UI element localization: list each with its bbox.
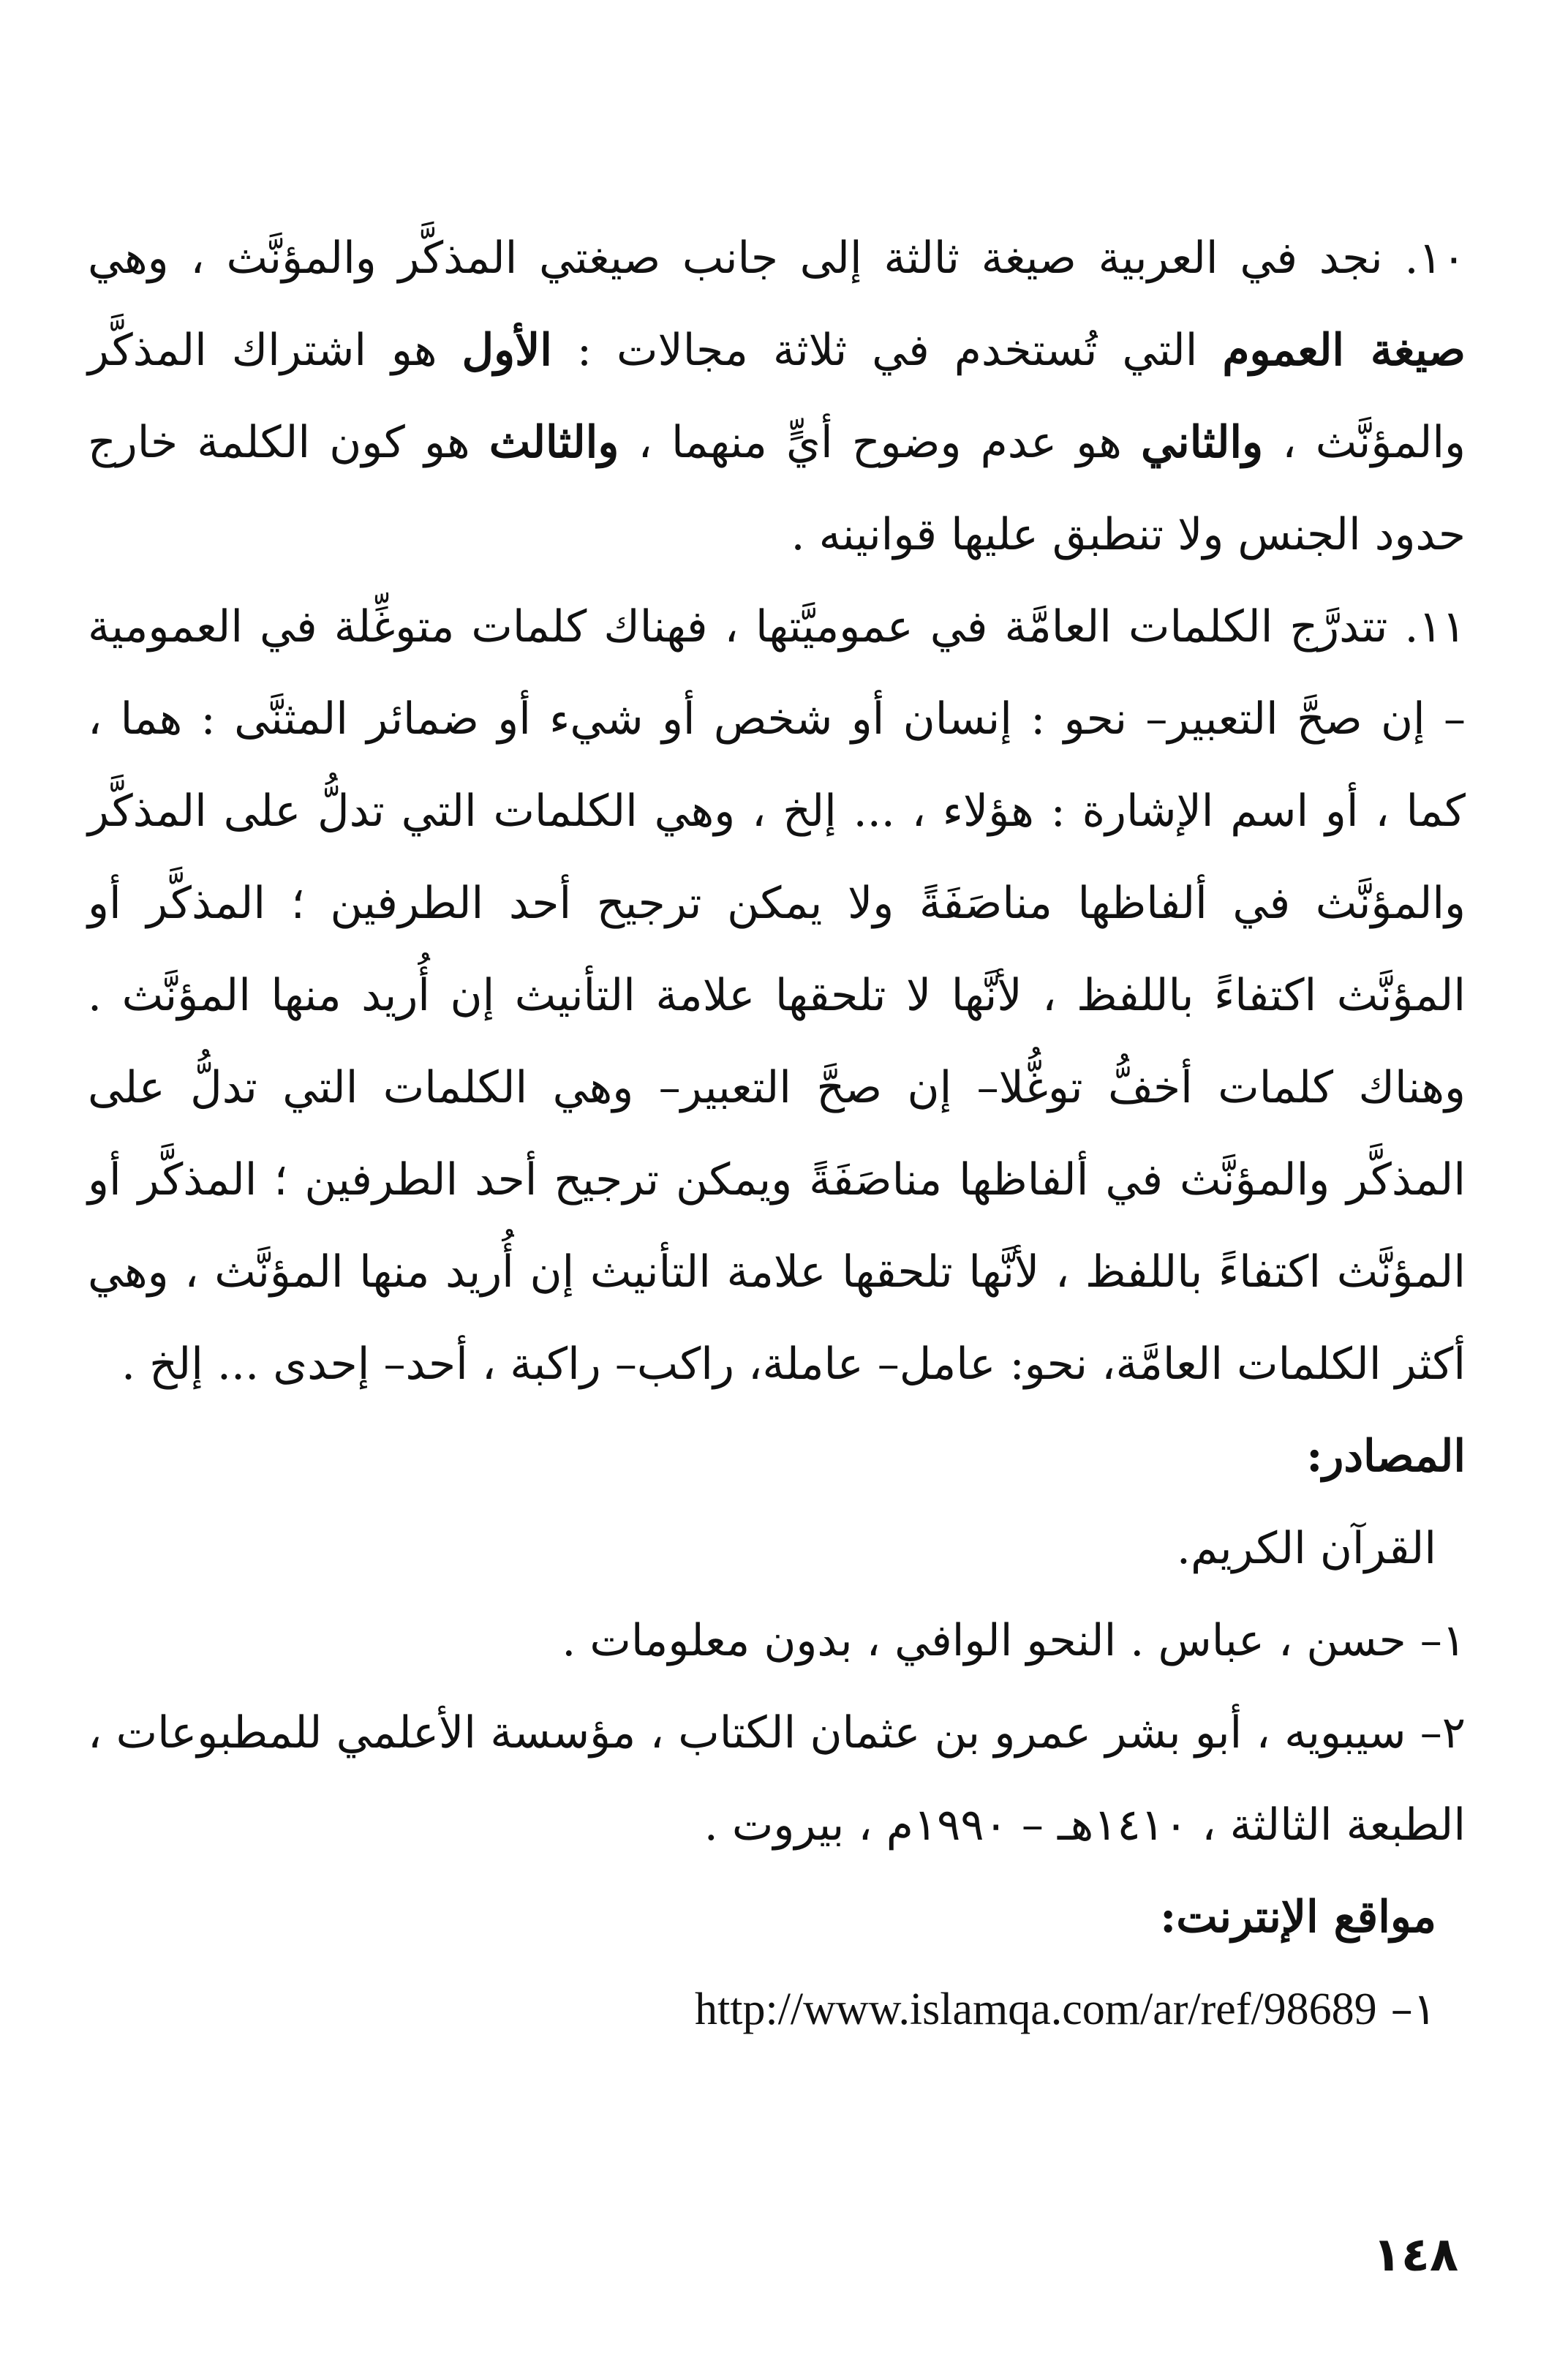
web-sources-heading: مواقع الإنترنت:	[1160, 1892, 1436, 1943]
item-text: هو اشتراك المذكَّر والمؤنَّث ،	[88, 325, 1466, 468]
ref-number: ١–	[1390, 1984, 1436, 2035]
item-text: تتدرَّج الكلمات العامَّة في عموميَّتها ، فهناك كلمات متوغِّلة في العمومية – إن صحَّ التعبير– نحو : إنسان أو شخص أو شيء أو ضمائر المثنَّى : هما ، كما ، أو اسم الإشارة : هؤلاء ، ... إلخ ، وهي الكلمات التي تدلُّ على المذكَّر والمؤنَّث في ألفاظها مناصَفَةً ولا يمكن ترجيح أحد الطرفين ؛ المذكَّر أو المؤنَّث اكتفاءً باللفظ ، لأنَّها لا تلحقها علامة التأنيث إن أُريد منها المؤنَّث . وهناك كلمات أخفُّ توغُّلا– إن صحَّ التعبير– وهي الكلمات التي تدلُّ على المذكَّر والمؤنَّث في ألفاظها مناصَفَةً ويمكن ترجيح أحد الطرفين ؛ المذكَّر أو المؤنَّث اكتفاءً باللفظ ، لأنَّها تلحقها علامة التأنيث إن أُريد منها المؤنَّث ، وهي أكثر الكلمات العامَّة، نحو: عامل– عاملة، راكب– راكبة ، أحد– إحدى ... إلخ .	[88, 601, 1466, 1390]
ref-text: حسن ، عباس . النحو الوافي ، بدون معلومات .	[562, 1615, 1406, 1666]
item-text: نجد في العربية صيغة ثالثة إلى جانب صيغتي المذكَّر والمؤنَّث ، وهي	[88, 233, 1383, 284]
list-item-10	[88, 212, 1466, 581]
page-number: ١٤٨	[1372, 2228, 1458, 2282]
item-number: ١٠.	[1404, 233, 1466, 284]
bold-term: والثاني	[1141, 417, 1264, 468]
ref-text: سيبويه ، أبو بشر عمرو بن عثمان الكتاب ، مؤسسة الأعلمي للمطبوعات ، الطبعة الثالثة ، ١٤١٠هـ – ١٩٩٠م ، بيروت .	[88, 1707, 1466, 1851]
web-link[interactable]: http://www.islamqa.com/ar/ref/98689	[695, 1985, 1377, 2034]
page-content	[88, 212, 1466, 2055]
source-ref-2	[88, 1687, 1466, 1871]
ref-number: ١–	[1420, 1615, 1466, 1666]
web-ref-1	[88, 1963, 1466, 2055]
item-text: هو عدم وضوح أيٍّ منهما ،	[619, 417, 1142, 468]
list-item-11	[88, 581, 1466, 1410]
bold-term: والثالث	[489, 417, 619, 468]
bold-term: الأول	[461, 325, 552, 376]
bold-term: صيغة العموم	[1222, 325, 1466, 376]
sources-heading: المصادر:	[1306, 1431, 1466, 1482]
item-number: ١١.	[1404, 601, 1466, 652]
ref-number: ٢–	[1420, 1707, 1466, 1758]
source-quran: القرآن الكريم.	[1176, 1523, 1436, 1574]
item-text: التي تُستخدم في ثلاثة مجالات :	[551, 325, 1223, 376]
source-ref-1	[88, 1595, 1466, 1687]
item-text: هو كون الكلمة خارج حدود الجنس ولا تنطبق عليها قوانينه .	[88, 417, 1466, 560]
